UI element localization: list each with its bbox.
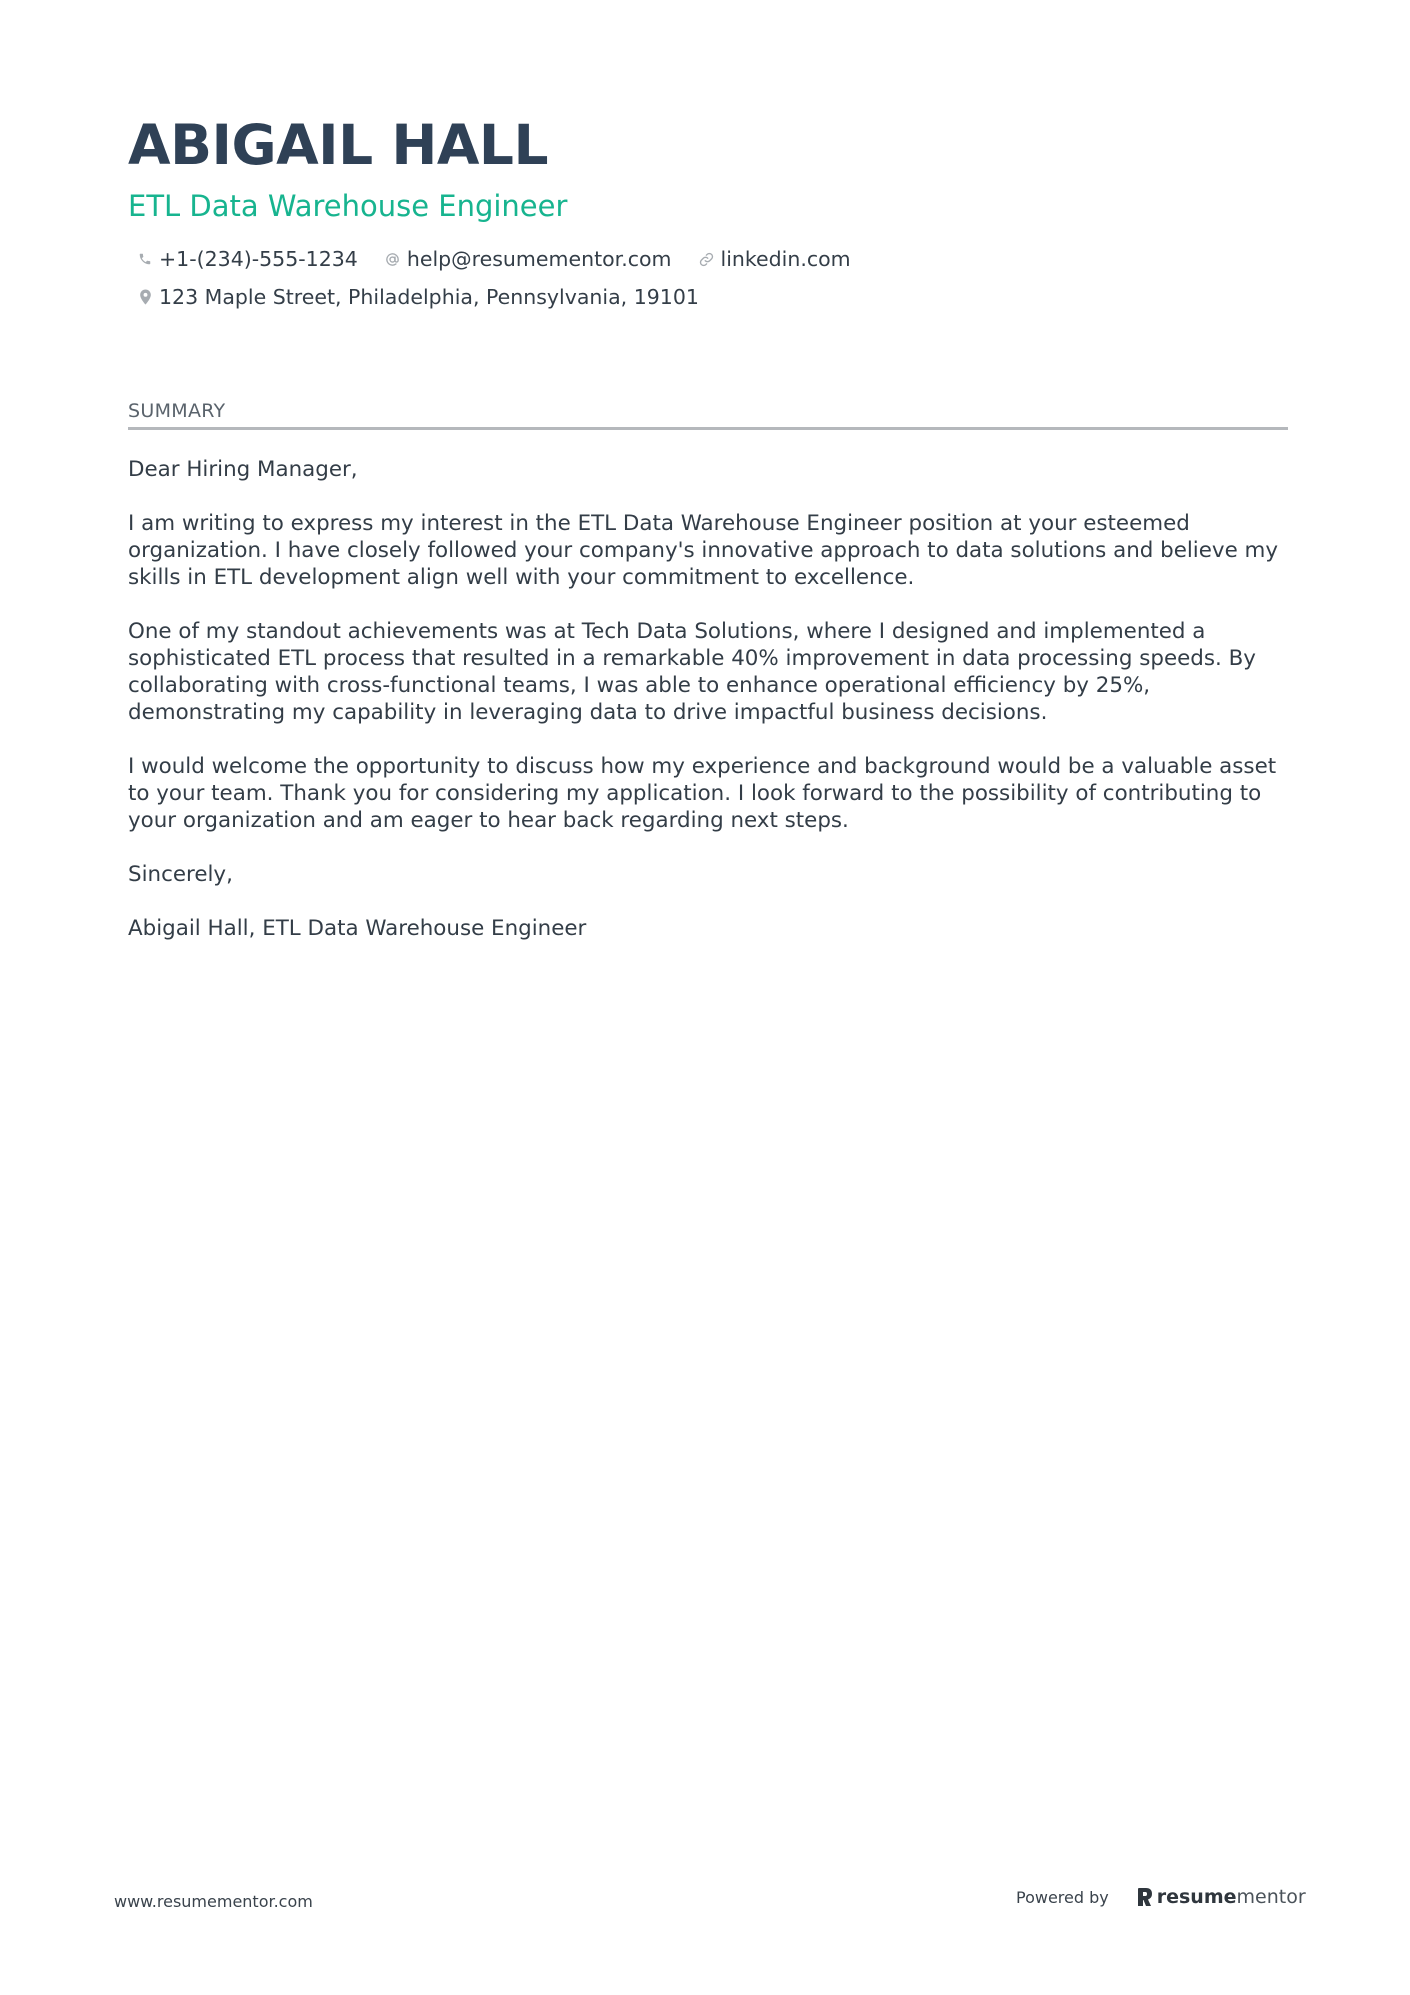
paragraph: I would welcome the opportunity to discuss how my experience and background would be a valuable asset to your team. Thank you for considering my application. I look forward to the possibility of contributing to your organization and am eager to hear back regarding next steps. [128, 754, 1277, 833]
contact-row-address [136, 282, 1288, 312]
paragraph: I am writing to express my interest in the ETL Data Warehouse Engineer position at your esteemed organization. I have closely followed your company's innovative approach to data solutions and believe my skills in ETL development align well with your commitment to excellence. [128, 511, 1279, 590]
powered-by-label: Powered by [1016, 1887, 1109, 1907]
brand-name-light: mentor [1236, 1886, 1306, 1908]
closing: Sincerely, [128, 862, 233, 887]
candidate-name: ABIGAIL HALL [128, 113, 549, 177]
contact-address [136, 282, 699, 312]
contact-website [698, 244, 851, 274]
website-text: linkedin.com [720, 247, 851, 271]
contact-email [384, 244, 672, 274]
salutation: Dear Hiring Manager, [128, 457, 358, 482]
map-pin-icon [136, 288, 154, 306]
signature: Abigail Hall, ETL Data Warehouse Engineer [128, 916, 587, 941]
candidate-role: ETL Data Warehouse Engineer [128, 189, 568, 223]
paragraph: One of my standout achievements was at Tech Data Solutions, where I designed and implemented a sophisticated ETL process that resulted in a remarkable 40% improvement in data processing speeds. By collaborating with cross-functional teams, I was able to enhance operational efficiency by 25%, demonstrating my capability in leveraging data to drive impactful business decisions. [128, 619, 1256, 725]
footer-website: www.resumementor.com [114, 1892, 313, 1911]
phone-icon [136, 250, 154, 268]
at-icon [384, 250, 402, 268]
brand-logo [1137, 1886, 1306, 1908]
phone-text: +1-(234)-555-1234 [159, 247, 358, 271]
contact-phone [136, 244, 358, 274]
resume-header [128, 112, 1288, 312]
resumementor-logo-icon [1137, 1887, 1153, 1907]
section-title: SUMMARY [128, 399, 1288, 430]
address-text: 123 Maple Street, Philadelphia, Pennsylvania, 19101 [159, 285, 699, 309]
link-icon [698, 250, 716, 268]
footer-branding [1016, 1886, 1306, 1908]
brand-name-bold: resume [1156, 1886, 1237, 1908]
email-text: help@resumementor.com [406, 247, 672, 271]
cover-letter-body [128, 456, 1288, 942]
summary-section [128, 399, 1288, 969]
contact-row [136, 244, 1288, 274]
